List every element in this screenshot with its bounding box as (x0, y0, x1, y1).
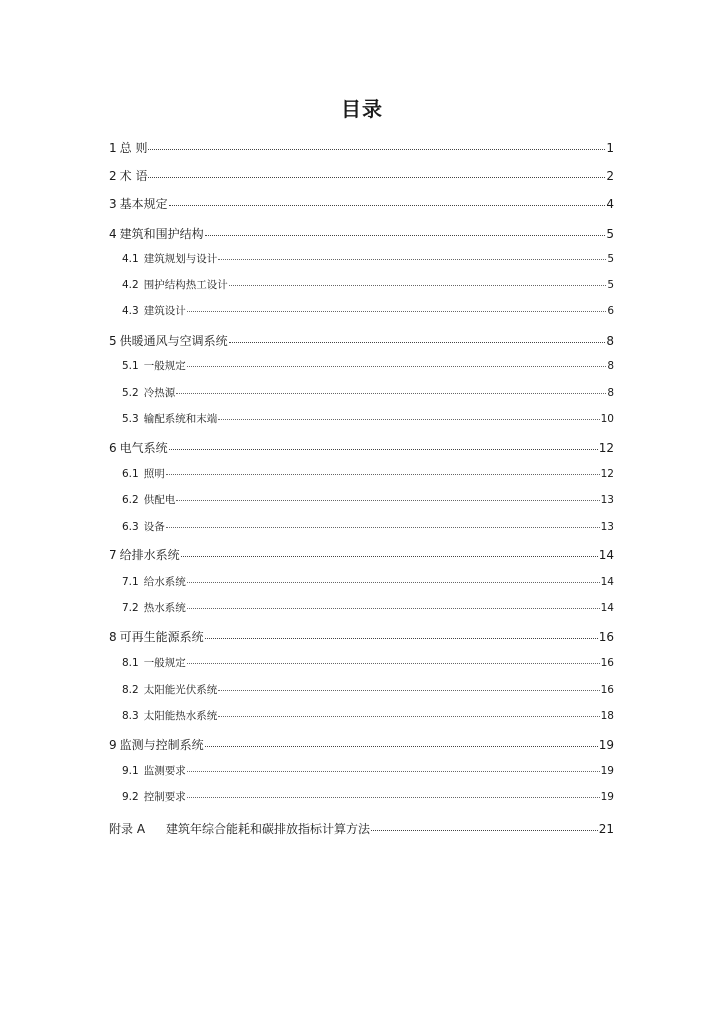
toc-entry[interactable] (122, 277, 614, 293)
toc-entry-label: 监测与控制系统 (119, 738, 204, 752)
toc-entry-label: 冷热源 (143, 387, 176, 399)
toc-entry-page: 14 (598, 548, 614, 562)
toc-entry[interactable] (122, 492, 614, 508)
toc-entry-number: 4.3 (122, 305, 139, 317)
toc-entry-label: 照明 (143, 468, 165, 480)
toc-dot-leader (205, 234, 606, 236)
toc-entry-page: 16 (600, 684, 614, 696)
toc-entry[interactable] (122, 574, 614, 590)
toc-entry[interactable] (122, 358, 614, 374)
toc-entry-number: 5.3 (122, 413, 139, 425)
toc-entry-page: 19 (600, 765, 614, 777)
toc-entry-page: 1 (606, 141, 614, 155)
toc-dot-leader (371, 829, 598, 831)
toc-dot-leader (169, 448, 598, 450)
toc-dot-leader (148, 176, 605, 178)
toc-entry-page: 12 (600, 468, 614, 480)
toc-dot-leader (218, 258, 606, 260)
toc-entry-page: 14 (600, 602, 614, 614)
toc-entry-label: 建筑年综合能耗和碳排放指标计算方法 (166, 822, 371, 836)
toc-dot-leader (218, 689, 599, 691)
toc-entry-number: 8.1 (122, 657, 139, 669)
toc-entry[interactable] (122, 411, 614, 427)
toc-entry[interactable] (122, 763, 614, 779)
toc-entry-number: 8.3 (122, 710, 139, 722)
toc-entry-label: 控制要求 (143, 791, 186, 803)
toc-entry-page: 8 (607, 360, 614, 372)
toc-dot-leader (166, 473, 600, 475)
toc-entry[interactable] (122, 385, 614, 401)
toc-entry-label: 建筑设计 (143, 305, 186, 317)
toc-entry-number: 6 (109, 441, 117, 455)
toc-entry-page: 21 (598, 822, 614, 836)
toc-entry[interactable] (109, 821, 614, 837)
toc-entry-number: 5.1 (122, 360, 139, 372)
toc-dot-leader (187, 662, 600, 664)
toc-entry-label: 一般规定 (143, 657, 186, 669)
toc-entry-page: 4 (606, 197, 614, 211)
toc-entry[interactable] (122, 789, 614, 805)
toc-entry-number: 2 (109, 169, 117, 183)
toc-entry-number: 9.2 (122, 791, 139, 803)
toc-entry-label: 可再生能源系统 (119, 630, 204, 644)
toc-dot-leader (187, 607, 600, 609)
toc-dot-leader (187, 581, 600, 583)
toc-entry-page: 6 (607, 305, 614, 317)
toc-entry[interactable] (122, 251, 614, 267)
toc-entry-label: 监测要求 (143, 765, 186, 777)
toc-entry[interactable] (109, 196, 614, 212)
toc-entry-page: 13 (600, 521, 614, 533)
toc-dot-leader (176, 499, 599, 501)
toc-entry[interactable] (109, 226, 614, 242)
toc-entry[interactable] (109, 333, 614, 349)
toc-entry-number: 4 (109, 227, 117, 241)
toc-entry-page: 13 (600, 494, 614, 506)
toc-entry[interactable] (122, 682, 614, 698)
toc-entry-label: 一般规定 (143, 360, 186, 372)
page-title: 目录 (341, 97, 383, 121)
toc-entry[interactable] (122, 466, 614, 482)
toc-entry-label: 总 则 (119, 141, 148, 155)
toc-entry-number: 附录 A (109, 822, 146, 836)
toc-entry-label: 基本规定 (119, 197, 168, 211)
toc-entry-label: 术 语 (119, 169, 148, 183)
toc-entry-number: 6.2 (122, 494, 139, 506)
toc-dot-leader (166, 526, 600, 528)
toc-entry-page: 19 (600, 791, 614, 803)
toc-entry-number: 7.2 (122, 602, 139, 614)
toc-dot-leader (181, 555, 598, 557)
toc-entry-number: 5 (109, 334, 117, 348)
toc-entry-number: 5.2 (122, 387, 139, 399)
toc-dot-leader (205, 745, 598, 747)
toc-entry[interactable] (109, 440, 614, 456)
toc-entry-number: 4.2 (122, 279, 139, 291)
toc-entry[interactable] (109, 140, 614, 156)
toc-entry-number: 7.1 (122, 576, 139, 588)
toc-entry-label: 太阳能光伏系统 (143, 684, 218, 696)
toc-entry-label: 建筑规划与设计 (143, 253, 218, 265)
toc-entry-label: 给排水系统 (119, 548, 180, 562)
toc-dot-leader (176, 392, 606, 394)
toc-entry-label: 太阳能热水系统 (143, 710, 218, 722)
toc-entry-number: 9.1 (122, 765, 139, 777)
toc-dot-leader (148, 148, 605, 150)
toc-entry-label: 电气系统 (119, 441, 168, 455)
toc-dot-leader (169, 204, 606, 206)
toc-entry[interactable] (109, 547, 614, 563)
toc-entry-page: 5 (607, 253, 614, 265)
toc-entry[interactable] (122, 600, 614, 616)
toc-entry-label: 建筑和围护结构 (119, 227, 204, 241)
toc-entry-label: 给水系统 (143, 576, 186, 588)
toc-entry-label: 围护结构热工设计 (143, 279, 228, 291)
toc-entry-page: 8 (606, 334, 614, 348)
toc-entry[interactable] (122, 655, 614, 671)
toc-entry[interactable] (122, 303, 614, 319)
toc-entry-label: 供暖通风与空调系统 (119, 334, 228, 348)
toc-entry-number: 8 (109, 630, 117, 644)
toc-entry-number: 4.1 (122, 253, 139, 265)
toc-dot-leader (187, 770, 600, 772)
toc-entry-page: 18 (600, 710, 614, 722)
toc-entry-number: 7 (109, 548, 117, 562)
toc-entry[interactable] (122, 519, 614, 535)
toc-entry-label: 设备 (143, 521, 165, 533)
toc-entry-page: 16 (598, 630, 614, 644)
toc-entry-page: 2 (606, 169, 614, 183)
toc-entry[interactable] (109, 737, 614, 753)
toc-dot-leader (229, 341, 606, 343)
toc-entry-page: 16 (600, 657, 614, 669)
toc-entry-label: 供配电 (143, 494, 176, 506)
toc-entry-number: 6.1 (122, 468, 139, 480)
toc-entry[interactable] (122, 708, 614, 724)
toc-entry-number: 1 (109, 141, 117, 155)
toc-entry-page: 12 (598, 441, 614, 455)
toc-entry-number: 3 (109, 197, 117, 211)
toc-dot-leader (218, 418, 599, 420)
toc-entry-page: 14 (600, 576, 614, 588)
toc-entry-page: 5 (607, 279, 614, 291)
toc-entry[interactable] (109, 168, 614, 184)
toc-entry[interactable] (109, 629, 614, 645)
toc-entry-number: 8.2 (122, 684, 139, 696)
toc-entry-number: 9 (109, 738, 117, 752)
toc-dot-leader (187, 796, 600, 798)
toc-entry-page: 5 (606, 227, 614, 241)
toc-entry-label: 热水系统 (143, 602, 186, 614)
toc-entry-page: 10 (600, 413, 614, 425)
toc-entry-page: 8 (607, 387, 614, 399)
toc-dot-leader (187, 365, 607, 367)
toc-entry-number: 6.3 (122, 521, 139, 533)
toc-dot-leader (205, 637, 598, 639)
toc-dot-leader (187, 310, 607, 312)
toc-dot-leader (218, 715, 599, 717)
toc-dot-leader (229, 284, 607, 286)
toc-entry-label: 输配系统和末端 (143, 413, 218, 425)
toc-entry-page: 19 (598, 738, 614, 752)
